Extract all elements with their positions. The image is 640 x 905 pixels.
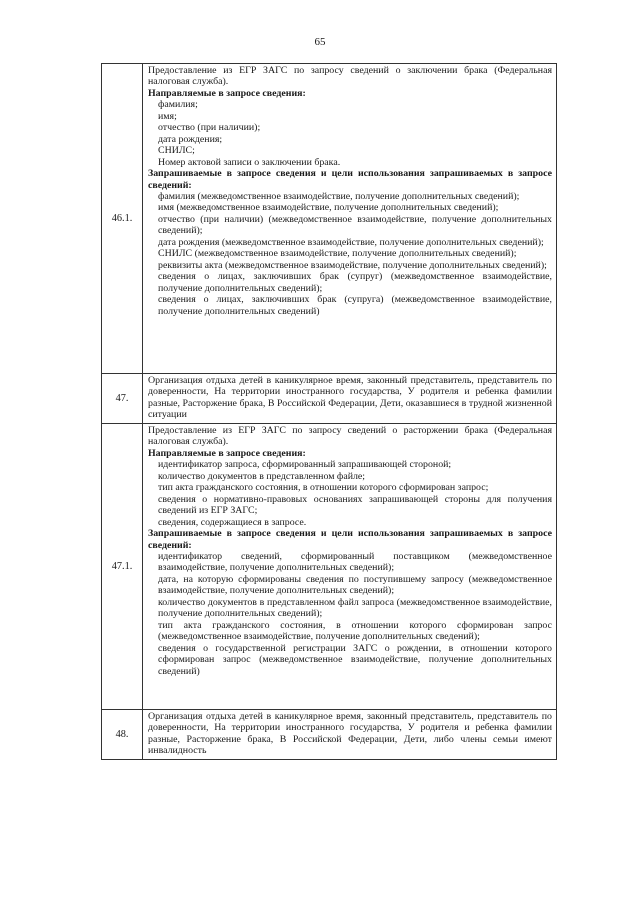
- text-line: сведения, содержащиеся в запросе.: [158, 516, 307, 528]
- text-line: Номер актовой записи о заключении брака.: [158, 156, 341, 168]
- row-number: 47.1.: [102, 424, 143, 710]
- text-line: тип акта гражданского состояния, в отношении которого сформирован запрос;: [158, 482, 489, 494]
- text-line: отчество (при наличии) (межведомственное взаимодействие, получение дополнительных сведений);: [158, 213, 552, 237]
- text-line: дата, на которую сформированы сведения по поступившему запросу (межведомственное взаимодействие, получение дополнительных сведений);: [158, 573, 552, 597]
- section-heading: Направляемые в запросе сведения:: [148, 87, 306, 99]
- text-line: реквизиты акта (межведомственное взаимодействие, получение дополнительных сведений);: [158, 259, 547, 271]
- text-line: сведения о лицах, заключивших брак (супруга) (межведомственное взаимодействие, получение дополнительных сведений): [158, 294, 552, 317]
- text-line: имя (межведомственное взаимодействие, получение дополнительных сведений);: [158, 202, 499, 214]
- row-content: [143, 710, 557, 760]
- table-row: [102, 424, 557, 710]
- text-line: отчество (при наличии);: [158, 122, 261, 134]
- text-line: Организация отдыха детей в каникулярное время, законный представитель, представитель по доверенности, На территории иностранного государства, У родителя и ребенка фамилии разные, Расторжение брака, В Российской Федерации, Дети, оказавшиеся в трудной жизненной ситуации: [148, 375, 552, 421]
- text-line: Организация отдыха детей в каникулярное время, законный представитель, представитель по доверенности, На территории иностранного государства, У родителя и ребенка фамилии разные, Расторжение брака, В Российской Федерации, Дети, либо члены семьи имеют инвалидность: [148, 711, 552, 757]
- row-content: [143, 374, 557, 424]
- text-line: сведения о лицах, заключивших брак (супруг) (межведомственное взаимодействие, получение дополнительных сведений);: [158, 271, 552, 294]
- section-heading: Запрашиваемые в запросе сведения и цели использования запрашиваемых в запросе сведений:: [148, 168, 552, 191]
- section-heading: Направляемые в запросе сведения:: [148, 447, 306, 459]
- table-body: [102, 64, 557, 760]
- text-line: СНИЛС (межведомственное взаимодействие, получение дополнительных сведений);: [158, 248, 517, 260]
- text-line: идентификатор сведений, сформированный поставщиком (межведомственное взаимодействие, получение дополнительных сведений);: [158, 550, 552, 574]
- row-content: [143, 64, 557, 374]
- text-line: фамилия (межведомственное взаимодействие, получение дополнительных сведений);: [158, 190, 520, 202]
- text-line: тип акта гражданского состояния, в отношении которого сформирован запрос (межведомственное взаимодействие, получение дополнительных сведений);: [158, 619, 552, 643]
- text-line: сведения о нормативно-правовых основаниях запрашивающей стороны для получения сведений из ЕГР ЗАГС;: [158, 493, 552, 517]
- text-line: идентификатор запроса, сформированный запрашивающей стороной;: [158, 459, 452, 471]
- table-row: [102, 710, 557, 760]
- text-line: количество документов в представленном файл запроса (межведомственное взаимодействие, получение дополнительных сведений);: [158, 596, 552, 620]
- section-heading: Запрашиваемые в запросе сведения и цели использования запрашиваемых в запросе сведений:: [148, 528, 552, 551]
- page-number: 65: [314, 36, 326, 48]
- services-table: [101, 63, 557, 760]
- row-number: 47.: [102, 374, 143, 424]
- row-number: 46.1.: [102, 64, 143, 374]
- text-line: СНИЛС;: [158, 145, 195, 157]
- row-number: 48.: [102, 710, 143, 760]
- row-content: [143, 424, 557, 710]
- text-line: имя;: [158, 110, 177, 122]
- text-line: количество документов в представленном файле;: [158, 470, 366, 482]
- text-line: Предоставление из ЕГР ЗАГС по запросу сведений о расторжении брака (Федеральная налоговая служба).: [148, 425, 552, 448]
- table-row: [102, 64, 557, 374]
- text-line: фамилия;: [158, 99, 198, 111]
- text-line: дата рождения (межведомственное взаимодействие, получение дополнительных сведений);: [158, 236, 544, 248]
- text-line: Предоставление из ЕГР ЗАГС по запросу сведений о заключении брака (Федеральная налоговая служба).: [148, 65, 552, 88]
- table-row: [102, 374, 557, 424]
- text-line: дата рождения;: [158, 133, 223, 145]
- text-line: сведения о государственной регистрации ЗАГС о рождении, в отношении которого сформирован запрос (межведомственное взаимодействие, получение дополнительных сведений): [158, 642, 552, 677]
